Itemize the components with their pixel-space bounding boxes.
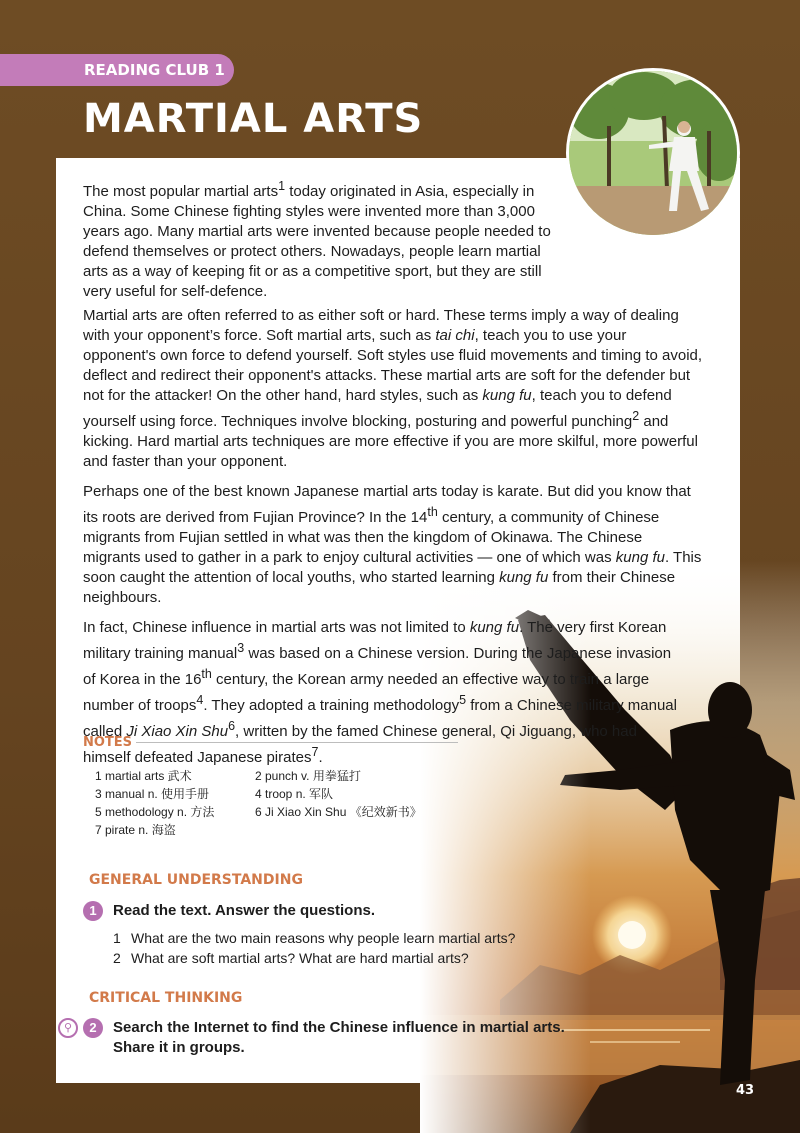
paragraph-3 bbox=[83, 482, 703, 608]
footnote-ref: 2 bbox=[632, 409, 640, 423]
critical-thinking-heading: CRITICAL THINKING bbox=[89, 990, 243, 1006]
text-run: , teach you to defend yourself using force. Techniques involve blocking, posturing and powerful punching bbox=[83, 387, 672, 430]
question-number: 2 bbox=[113, 950, 121, 966]
text-run: The most popular martial arts bbox=[83, 183, 279, 200]
notes-row bbox=[95, 785, 495, 803]
footnote-ref: 6 bbox=[228, 719, 236, 733]
question-number: 1 bbox=[113, 930, 121, 946]
term-kung-fu: kung fu bbox=[615, 549, 665, 566]
search-icon: ⚲ bbox=[58, 1018, 78, 1038]
notes-row bbox=[95, 821, 495, 839]
footnote-ref: 7 bbox=[311, 745, 319, 759]
text-run: century, the Korean army needed an effective way to train a large number of troops bbox=[83, 671, 650, 714]
footnote-ref: 5 bbox=[459, 693, 467, 707]
article-body-continued bbox=[83, 306, 703, 778]
question-text: What are soft martial arts? What are hard martial arts? bbox=[131, 950, 469, 966]
task-line: Share it in groups. bbox=[113, 1039, 245, 1056]
text-run: from a Chinese military manual called bbox=[83, 697, 677, 740]
text-run: from their Chinese neighbours. bbox=[83, 569, 676, 606]
question-item bbox=[113, 928, 515, 948]
text-run: , written by the famed Chinese general, Qi Jiguang, who had himself defeated Japanese pirates bbox=[83, 723, 637, 766]
task-2 bbox=[83, 1018, 565, 1058]
text-run: century, a community of Chinese migrants from Fujian settled in what was then the kingdom of Okinawa. The Chinese migrants used to gather in a park to enjoy cultural activities — one of which was bbox=[83, 509, 660, 566]
task-instruction bbox=[113, 1018, 565, 1058]
page-number: 43 bbox=[736, 1083, 755, 1098]
notes-heading-label: NOTES bbox=[83, 735, 133, 750]
text-run: . The very first Korean military training manual bbox=[83, 619, 667, 662]
task-instruction: Read the text. Answer the questions. bbox=[113, 902, 375, 919]
paragraph-2 bbox=[83, 306, 703, 472]
note-item bbox=[255, 821, 495, 839]
notes-row bbox=[95, 767, 495, 785]
term-tai-chi: tai chi bbox=[435, 327, 475, 344]
ordinal-suffix: th bbox=[427, 505, 438, 519]
question-list bbox=[113, 928, 515, 968]
notes-glossary bbox=[95, 767, 495, 839]
footnote-ref: 3 bbox=[237, 641, 245, 655]
question-item bbox=[113, 948, 515, 968]
note-item: 3 manual n. 使用手册 bbox=[95, 787, 210, 801]
text-run: today originated in Asia, especially in China. Some Chinese fighting styles were invented more than 3,000 years ago. Many martial arts were invented because people needed to defend themselves or protect others. Nowadays, people learn martial arts as a way of keeping fit or as a competitive sport, but they are still very useful for self-defence. bbox=[83, 183, 551, 300]
text-run: In fact, Chinese influence in martial arts was not limited to bbox=[83, 619, 470, 636]
note-item: 4 troop n. 军队 bbox=[255, 787, 334, 801]
divider bbox=[136, 742, 458, 743]
note-item: 5 methodology n. 方法 bbox=[95, 805, 215, 819]
text-run: Perhaps one of the best known Japanese martial arts today is karate. But did you know that its roots are derived from Fujian Province? In the 14 bbox=[83, 483, 691, 526]
task-line: Search the Internet to find the Chinese influence in martial arts. bbox=[113, 1019, 565, 1036]
note-item: 6 Ji Xiao Xin Shu 《纪效新书》 bbox=[255, 805, 422, 819]
paragraph-1 bbox=[83, 176, 563, 302]
general-understanding-heading: GENERAL UNDERSTANDING bbox=[89, 872, 303, 888]
text-run: . This soon caught the attention of local youths, who started learning bbox=[83, 549, 702, 586]
text-run: was based on a Chinese version. During the Japanese invasion of Korea in the 16 bbox=[83, 645, 672, 688]
notes-heading bbox=[83, 735, 458, 750]
text-run: . bbox=[318, 749, 323, 766]
term-kung-fu: kung fu bbox=[482, 387, 532, 404]
page-title: MARTIAL ARTS bbox=[83, 96, 424, 142]
term-kung-fu: kung fu bbox=[499, 569, 549, 586]
task-number-badge: 2 bbox=[83, 1018, 103, 1038]
reading-club-badge: READING CLUB 1 bbox=[0, 54, 234, 86]
text-run: . They adopted a training methodology bbox=[203, 697, 460, 714]
note-item: 2 punch v. 用拳猛打 bbox=[255, 769, 361, 783]
text-run: and kicking. Hard martial arts techniques are more effective if you are more skilful, more powerful and faster than your opponent. bbox=[83, 413, 698, 470]
footnote-ref: 1 bbox=[278, 179, 286, 193]
term-ji-xiao-xin-shu: Ji Xiao Xin Shu bbox=[126, 723, 229, 740]
text-run: Martial arts are often referred to as either soft or hard. These terms imply a way of dealing with your opponent’s force. Soft martial arts, such as bbox=[83, 307, 679, 344]
ordinal-suffix: th bbox=[201, 667, 212, 681]
note-item: 7 pirate n. 海盗 bbox=[95, 823, 176, 837]
task-number-badge: 1 bbox=[83, 901, 103, 921]
notes-row bbox=[95, 803, 495, 821]
term-kung-fu: kung fu bbox=[469, 619, 520, 636]
text-run: , teach you to use your opponent's own force to defend yourself. Soft styles use fluid movements and timing to avoid, deflect and redirect their opponent's attacks. These martial arts are soft for the defender but not for the attacker! On the other hand, hard styles, such as bbox=[83, 327, 703, 404]
task-1 bbox=[83, 901, 375, 921]
question-text: What are the two main reasons why people learn martial arts? bbox=[131, 930, 516, 946]
note-item: 1 martial arts 武术 bbox=[95, 769, 192, 783]
article-body bbox=[83, 176, 563, 312]
footnote-ref: 4 bbox=[196, 693, 204, 707]
tai-chi-photo bbox=[566, 68, 740, 238]
